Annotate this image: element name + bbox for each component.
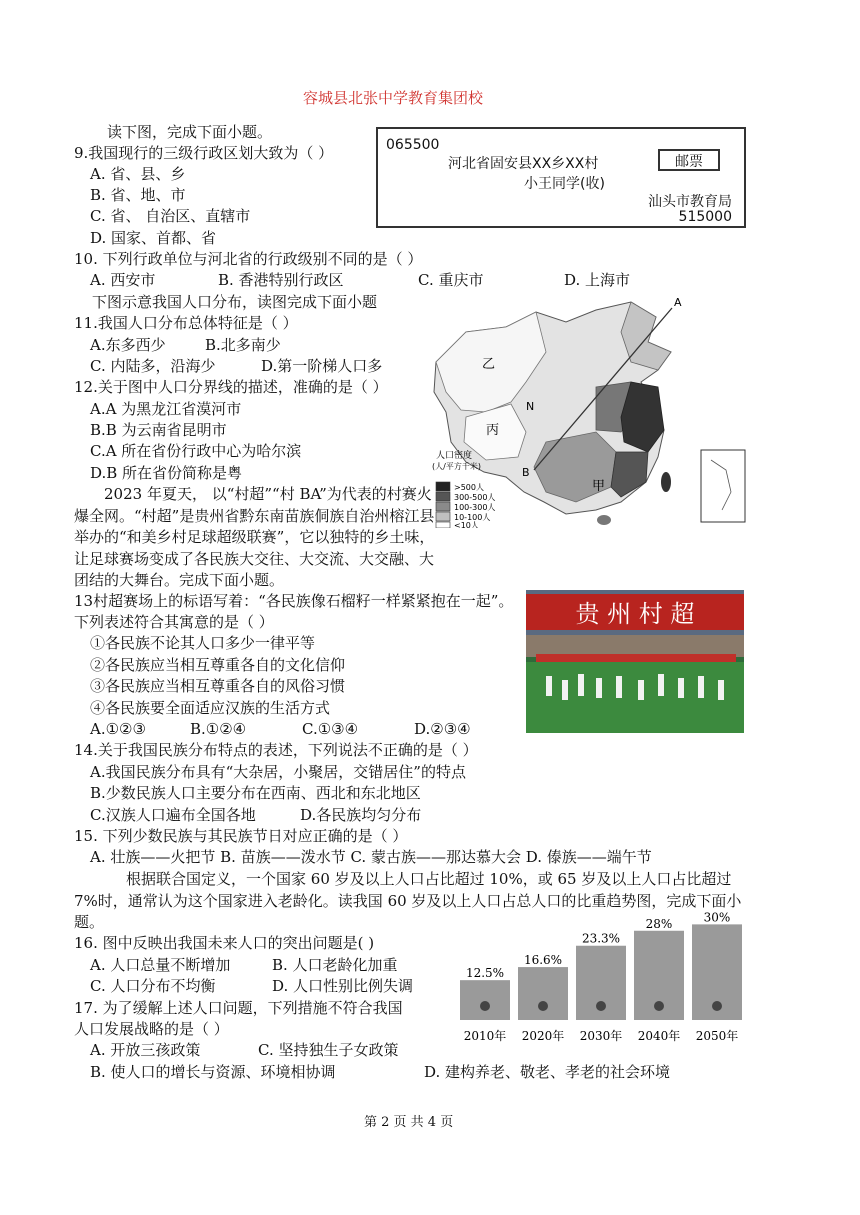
chart-data-label: 16.6% — [523, 953, 563, 968]
q9-option-a: A. 省、县、乡 — [90, 165, 186, 183]
q14-option-a: A.我国民族分布具有“大杂居，小聚居，交错居住”的特点 — [90, 763, 466, 781]
q17-stem2: 人口发展战略的是（ ） — [74, 1020, 229, 1038]
q10-option-d: D. 上海市 — [564, 271, 631, 289]
elderly-figure-icon — [654, 1001, 664, 1011]
aging-bar-chart — [456, 908, 746, 1048]
q17-option-b: B. 使人口的增长与资源、环境相协调 — [90, 1063, 336, 1081]
q16-option-c: C. 人口分布不均衡 — [90, 977, 216, 995]
q13-option-c: C.①③④ — [302, 720, 359, 738]
q11-option-b: B.北多南少 — [205, 336, 281, 354]
chart-data-label: 23.3% — [581, 931, 621, 946]
q11-option-d: D.第一阶梯人口多 — [261, 357, 383, 375]
legend-item: 10-100人 — [454, 513, 491, 522]
q9-option-d: D. 国家、首都、省 — [90, 229, 217, 247]
q16-option-b: B. 人口老龄化加重 — [272, 956, 398, 974]
q10-option-b: B. 香港特别行政区 — [218, 271, 344, 289]
chart-tick-label: 2050年 — [695, 1029, 739, 1043]
page-footer: 第 2 页 共 4 页 — [364, 1115, 454, 1130]
chart-bar — [460, 980, 510, 1020]
q14-stem: 14.关于我国民族分布特点的表述，下列说法不正确的是（ ） — [74, 741, 478, 759]
map-label-n: N — [526, 400, 535, 413]
chart-tick-label: 2030年 — [579, 1029, 623, 1043]
q13-option-d: D.②③④ — [414, 720, 471, 738]
q13-option-a: A.①②③ — [90, 720, 146, 738]
chart-data-label: 30% — [703, 910, 731, 925]
q15-stem: 15. 下列少数民族与其民族节日对应正确的是（ ） — [74, 827, 408, 845]
q15-options: A. 壮族——火把节 B. 苗族——泼水节 C. 蒙古族——那达慕大会 D. 傣族——端午节 — [90, 848, 652, 866]
q13-option-b: B.①②④ — [190, 720, 247, 738]
aging-paragraph: 根据联合国定义，一个国家 60 岁及以上人口占比超过 10%，或 65 岁及以上人口占比超过 7%时，通常认为这个国家进入老龄化。读我国 60 岁及以上人口占总人口的比重趋势图，完成下面小题。 — [74, 870, 742, 931]
q11-option-a: A.东多西少 — [90, 336, 166, 354]
legend-item: 100-300人 — [454, 503, 496, 512]
q9-option-b: B. 省、地、市 — [90, 186, 186, 204]
chart-data-label: 28% — [645, 916, 673, 931]
q16-option-a: A. 人口总量不断增加 — [90, 956, 231, 974]
envelope-recipient: 小王同学(收) — [524, 176, 605, 192]
chart-tick-label: 2040年 — [637, 1029, 681, 1043]
q9-stem: 9.我国现行的三级行政区划大致为（ ） — [74, 144, 334, 162]
q10-option-a: A. 西安市 — [90, 271, 156, 289]
chart-tick-label: 2010年 — [463, 1029, 507, 1043]
school-header: 容城县北张中学教育集团校 — [303, 89, 484, 107]
q13-item-3: ③各民族应当相互尊重各自的风俗习惯 — [90, 677, 346, 695]
envelope-image — [376, 127, 746, 228]
q14-option-b: B.少数民族人口主要分布在西南、西北和东北地区 — [90, 784, 421, 802]
q10-option-c: C. 重庆市 — [418, 271, 484, 289]
q12-option-c: C.A 所在省份行政中心为哈尔滨 — [90, 442, 302, 460]
elderly-figure-icon — [712, 1001, 722, 1011]
photo-banner: 贵 州 村 超 — [575, 600, 695, 628]
q9-option-c: C. 省、 自治区、直辖市 — [90, 207, 251, 225]
q14-option-d: D.各民族均匀分布 — [300, 806, 422, 824]
village-paragraph-part1 — [74, 484, 436, 592]
q13-item-1: ①各民族不论其人口多少一律平等 — [90, 634, 316, 652]
q13-item-4: ④各民族要全面适应汉族的生活方式 — [90, 699, 331, 717]
envelope-address: 河北省固安县XX乡XX村 — [448, 156, 599, 172]
elderly-figure-icon — [596, 1001, 606, 1011]
envelope-zip: 065500 — [386, 137, 440, 153]
envelope-sender-zip: 515000 — [678, 209, 732, 225]
legend-item: <10人 — [454, 521, 479, 528]
elderly-figure-icon — [480, 1001, 490, 1011]
chart-bar — [518, 967, 568, 1020]
intro2-text: 下图示意我国人口分布，读图完成下面小题 — [92, 293, 378, 311]
envelope-sender: 汕头市教育局 — [648, 194, 732, 210]
village-paragraph-text: 2023 年夏天， 以“村超”“村 BA”为代表的村赛火爆全网。“村超”是贵州省黔东南苗族侗族自治州榕江县举办的“和美乡村足球超级联赛”，它以独特的乡土味，让足球赛场变成了各民族大交往、大交流、大交融、大团结的大舞台。完成下面小题。 — [74, 485, 435, 589]
legend-title-line1: 人口密度 — [436, 451, 473, 461]
q13-item-2: ②各民族应当相互尊重各自的文化信仰 — [90, 656, 346, 674]
q12-option-b: B.B 为云南省昆明市 — [90, 421, 227, 439]
q12-option-a: A.A 为黑龙江省漠河市 — [90, 400, 242, 418]
q12-stem: 12.关于图中人口分界线的描述，准确的是（ ） — [74, 378, 388, 396]
q13-stem2: 下列表述符合其寓意的是（ ） — [74, 613, 274, 631]
village-football-photo — [526, 590, 744, 733]
q12-option-d: D.B 所在省份简称是粤 — [90, 464, 243, 482]
q17-option-d: D. 建构养老、敬老、孝老的社会环境 — [424, 1063, 671, 1081]
legend-item: >500人 — [454, 483, 484, 492]
legend-title-line2: (人/平方千米) — [432, 462, 481, 471]
intro-text: 读下图，完成下面小题。 — [107, 123, 273, 141]
legend-item: 300-500人 — [454, 493, 496, 502]
q11-option-c: C. 内陆多，沿海少 — [90, 357, 216, 375]
q17-option-a: A. 开放三孩政策 — [90, 1041, 201, 1059]
map-label-a: A — [674, 296, 682, 309]
population-map — [426, 292, 748, 528]
map-label-jia: 甲 — [592, 479, 606, 494]
q16-stem: 16. 图中反映出我国未来人口的突出问题是( ) — [74, 934, 375, 952]
map-label-b: B — [522, 466, 530, 479]
elderly-figure-icon — [538, 1001, 548, 1011]
map-label-yi: 乙 — [482, 357, 496, 372]
q13-stem1: 13村超赛场上的标语写着：“各民族像石榴籽一样紧紧抱在一起”。 — [74, 592, 514, 610]
q17-option-c: C. 坚持独生子女政策 — [258, 1041, 399, 1059]
q17-stem1: 17. 为了缓解上述人口问题，下列措施不符合我国 — [74, 999, 403, 1017]
chart-data-label: 12.5% — [465, 966, 505, 981]
q11-stem: 11.我国人口分布总体特征是（ ） — [74, 314, 298, 332]
q14-option-c: C.汉族人口遍布全国各地 — [90, 806, 256, 824]
map-label-bing: 丙 — [486, 423, 500, 438]
q10-stem: 10. 下列行政单位与河北省的行政级别不同的是（ ） — [74, 250, 423, 268]
chart-tick-label: 2020年 — [521, 1029, 565, 1043]
q16-option-d: D. 人口性别比例失调 — [272, 977, 414, 995]
envelope-stamp: 邮票 — [658, 149, 720, 171]
